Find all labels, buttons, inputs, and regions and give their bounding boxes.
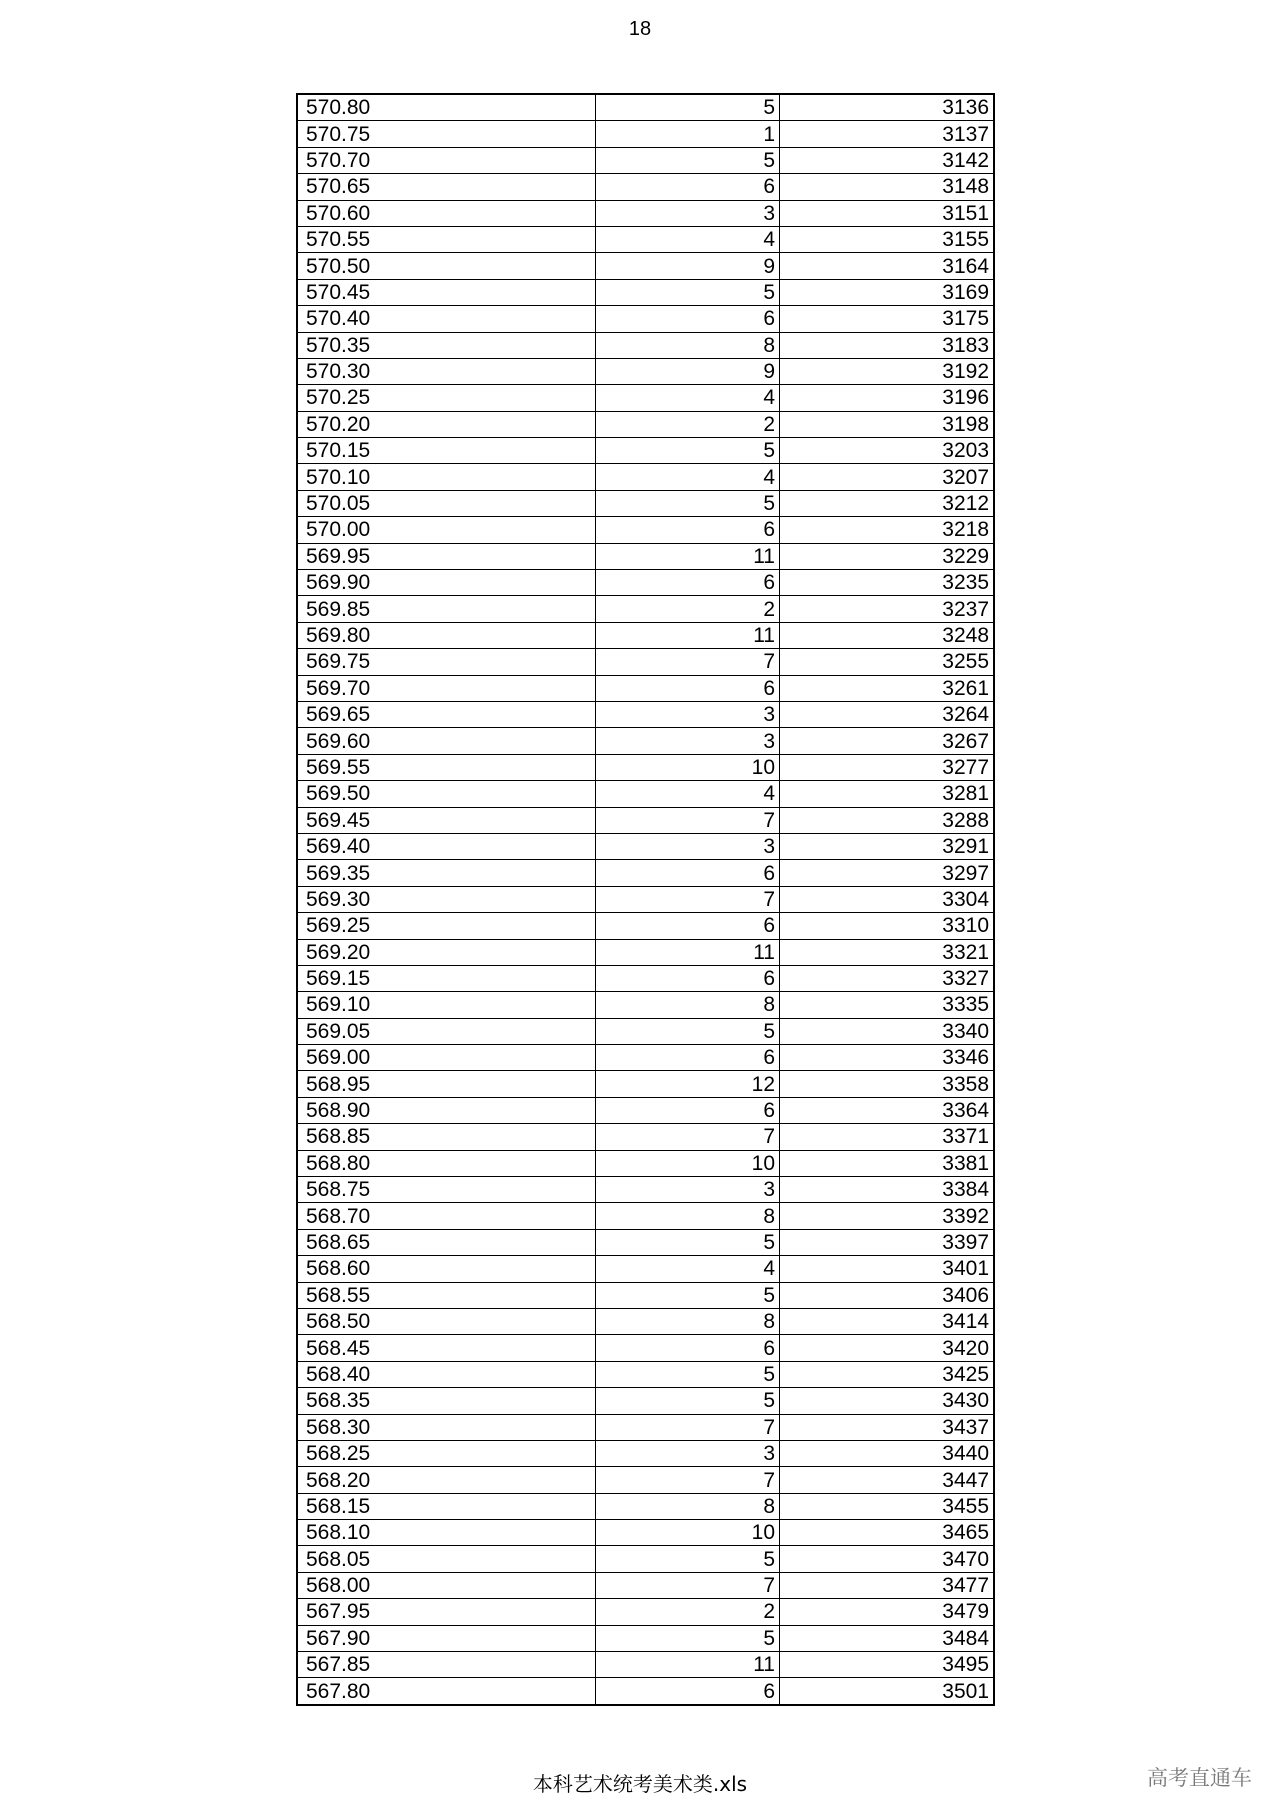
table-row [297, 992, 994, 1018]
cumulative-cell: 3479 [780, 1599, 995, 1625]
table-row [297, 1282, 994, 1308]
table-row [297, 332, 994, 358]
cumulative-cell: 3235 [780, 570, 995, 596]
table-row [297, 1599, 994, 1625]
count-cell: 6 [596, 675, 780, 701]
count-cell: 8 [596, 1203, 780, 1229]
cumulative-cell: 3484 [780, 1625, 995, 1651]
score-cell: 568.05 [297, 1546, 596, 1572]
count-cell: 3 [596, 1440, 780, 1466]
table-row [297, 1045, 994, 1071]
count-cell: 12 [596, 1071, 780, 1097]
cumulative-cell: 3288 [780, 807, 995, 833]
score-cell: 569.95 [297, 543, 596, 569]
score-cell: 568.45 [297, 1335, 596, 1361]
count-cell: 11 [596, 543, 780, 569]
cumulative-cell: 3248 [780, 622, 995, 648]
count-cell: 6 [596, 1097, 780, 1123]
count-cell: 5 [596, 1229, 780, 1255]
score-cell: 570.10 [297, 464, 596, 490]
cumulative-cell: 3381 [780, 1150, 995, 1176]
cumulative-cell: 3169 [780, 279, 995, 305]
cumulative-cell: 3212 [780, 490, 995, 516]
count-cell: 3 [596, 701, 780, 727]
count-cell: 2 [596, 596, 780, 622]
table-row [297, 939, 994, 965]
count-cell: 6 [596, 306, 780, 332]
score-cell: 569.05 [297, 1018, 596, 1044]
table-row [297, 1097, 994, 1123]
score-cell: 568.25 [297, 1440, 596, 1466]
count-cell: 5 [596, 438, 780, 464]
score-cell: 568.20 [297, 1467, 596, 1493]
count-cell: 5 [596, 490, 780, 516]
table-row [297, 147, 994, 173]
cumulative-cell: 3340 [780, 1018, 995, 1044]
table-row [297, 94, 994, 121]
cumulative-cell: 3437 [780, 1414, 995, 1440]
count-cell: 3 [596, 833, 780, 859]
cumulative-cell: 3401 [780, 1256, 995, 1282]
page-number: 18 [628, 18, 652, 40]
cumulative-cell: 3164 [780, 253, 995, 279]
score-cell: 568.95 [297, 1071, 596, 1097]
count-cell: 1 [596, 121, 780, 147]
cumulative-cell: 3291 [780, 833, 995, 859]
cumulative-cell: 3142 [780, 147, 995, 173]
count-cell: 2 [596, 411, 780, 437]
count-cell: 5 [596, 1018, 780, 1044]
score-cell: 569.55 [297, 754, 596, 780]
table-row [297, 358, 994, 384]
score-cell: 570.45 [297, 279, 596, 305]
table-row [297, 543, 994, 569]
cumulative-cell: 3392 [780, 1203, 995, 1229]
table-row [297, 886, 994, 912]
cumulative-cell: 3364 [780, 1097, 995, 1123]
count-cell: 9 [596, 358, 780, 384]
score-cell: 569.65 [297, 701, 596, 727]
table-row [297, 1414, 994, 1440]
score-cell: 567.95 [297, 1599, 596, 1625]
count-cell: 7 [596, 1124, 780, 1150]
count-cell: 6 [596, 174, 780, 200]
table-row [297, 1361, 994, 1387]
table-row [297, 596, 994, 622]
score-cell: 568.65 [297, 1229, 596, 1255]
score-cell: 570.00 [297, 517, 596, 543]
count-cell: 5 [596, 1361, 780, 1387]
score-cell: 568.60 [297, 1256, 596, 1282]
score-cell: 569.70 [297, 675, 596, 701]
score-cell: 567.85 [297, 1652, 596, 1678]
count-cell: 6 [596, 570, 780, 596]
score-cell: 569.50 [297, 781, 596, 807]
score-cell: 568.15 [297, 1493, 596, 1519]
count-cell: 7 [596, 886, 780, 912]
table-row [297, 728, 994, 754]
score-cell: 569.30 [297, 886, 596, 912]
score-cell: 568.85 [297, 1124, 596, 1150]
table-row [297, 121, 994, 147]
score-cell: 570.60 [297, 200, 596, 226]
cumulative-cell: 3175 [780, 306, 995, 332]
cumulative-cell: 3397 [780, 1229, 995, 1255]
table-row [297, 1308, 994, 1334]
score-cell: 569.60 [297, 728, 596, 754]
score-cell: 569.10 [297, 992, 596, 1018]
count-cell: 5 [596, 147, 780, 173]
cumulative-cell: 3281 [780, 781, 995, 807]
score-cell: 568.00 [297, 1572, 596, 1598]
count-cell: 4 [596, 385, 780, 411]
cumulative-cell: 3137 [780, 121, 995, 147]
table-row [297, 1335, 994, 1361]
watermark: 高考直通车 [1147, 1766, 1252, 1790]
table-row [297, 1546, 994, 1572]
table-row [297, 279, 994, 305]
table-row [297, 411, 994, 437]
score-cell: 570.65 [297, 174, 596, 200]
count-cell: 5 [596, 94, 780, 121]
table-row [297, 385, 994, 411]
cumulative-cell: 3304 [780, 886, 995, 912]
count-cell: 11 [596, 622, 780, 648]
count-cell: 10 [596, 754, 780, 780]
cumulative-cell: 3310 [780, 913, 995, 939]
count-cell: 7 [596, 1572, 780, 1598]
table-row [297, 701, 994, 727]
count-cell: 5 [596, 1282, 780, 1308]
score-cell: 569.15 [297, 965, 596, 991]
count-cell: 4 [596, 464, 780, 490]
cumulative-cell: 3192 [780, 358, 995, 384]
score-cell: 570.05 [297, 490, 596, 516]
count-cell: 6 [596, 913, 780, 939]
score-cell: 568.40 [297, 1361, 596, 1387]
table-row [297, 1572, 994, 1598]
cumulative-cell: 3183 [780, 332, 995, 358]
table-row [297, 1256, 994, 1282]
cumulative-cell: 3155 [780, 226, 995, 252]
count-cell: 4 [596, 226, 780, 252]
count-cell: 3 [596, 1177, 780, 1203]
table-row [297, 807, 994, 833]
table-row [297, 1520, 994, 1546]
score-cell: 569.00 [297, 1045, 596, 1071]
score-cell: 570.80 [297, 94, 596, 121]
table-row [297, 464, 994, 490]
count-cell: 8 [596, 992, 780, 1018]
cumulative-cell: 3229 [780, 543, 995, 569]
score-cell: 570.35 [297, 332, 596, 358]
count-cell: 6 [596, 1678, 780, 1705]
score-cell: 569.40 [297, 833, 596, 859]
table-row [297, 913, 994, 939]
count-cell: 10 [596, 1150, 780, 1176]
count-cell: 6 [596, 965, 780, 991]
table-row [297, 174, 994, 200]
score-cell: 569.35 [297, 860, 596, 886]
score-cell: 570.40 [297, 306, 596, 332]
cumulative-cell: 3346 [780, 1045, 995, 1071]
count-cell: 7 [596, 649, 780, 675]
count-cell: 10 [596, 1520, 780, 1546]
score-cell: 568.90 [297, 1097, 596, 1123]
score-cell: 570.55 [297, 226, 596, 252]
cumulative-cell: 3151 [780, 200, 995, 226]
score-cell: 569.85 [297, 596, 596, 622]
table-row [297, 226, 994, 252]
table-row [297, 1440, 994, 1466]
table-row [297, 1229, 994, 1255]
table-row [297, 1388, 994, 1414]
cumulative-cell: 3470 [780, 1546, 995, 1572]
cumulative-cell: 3335 [780, 992, 995, 1018]
cumulative-cell: 3495 [780, 1652, 995, 1678]
table-row [297, 490, 994, 516]
count-cell: 3 [596, 200, 780, 226]
cumulative-cell: 3440 [780, 1440, 995, 1466]
score-cell: 567.90 [297, 1625, 596, 1651]
cumulative-cell: 3203 [780, 438, 995, 464]
table-row [297, 1124, 994, 1150]
table-row [297, 1652, 994, 1678]
count-cell: 8 [596, 1308, 780, 1334]
cumulative-cell: 3198 [780, 411, 995, 437]
cumulative-cell: 3477 [780, 1572, 995, 1598]
cumulative-cell: 3261 [780, 675, 995, 701]
score-cell: 570.30 [297, 358, 596, 384]
score-cell: 570.75 [297, 121, 596, 147]
count-cell: 8 [596, 1493, 780, 1519]
score-cell: 568.30 [297, 1414, 596, 1440]
score-table-body [297, 94, 994, 1705]
count-cell: 7 [596, 807, 780, 833]
score-cell: 568.70 [297, 1203, 596, 1229]
count-cell: 11 [596, 939, 780, 965]
score-cell: 569.80 [297, 622, 596, 648]
score-cell: 569.90 [297, 570, 596, 596]
cumulative-cell: 3414 [780, 1308, 995, 1334]
score-cell: 568.50 [297, 1308, 596, 1334]
table-row [297, 570, 994, 596]
score-cell: 569.45 [297, 807, 596, 833]
count-cell: 7 [596, 1467, 780, 1493]
table-row [297, 1071, 994, 1097]
cumulative-cell: 3358 [780, 1071, 995, 1097]
cumulative-cell: 3455 [780, 1493, 995, 1519]
table-row [297, 622, 994, 648]
count-cell: 6 [596, 1335, 780, 1361]
score-cell: 570.70 [297, 147, 596, 173]
count-cell: 5 [596, 279, 780, 305]
score-cell: 568.55 [297, 1282, 596, 1308]
table-row [297, 1177, 994, 1203]
cumulative-cell: 3218 [780, 517, 995, 543]
table-row [297, 1018, 994, 1044]
table-row [297, 253, 994, 279]
count-cell: 9 [596, 253, 780, 279]
score-cell: 570.25 [297, 385, 596, 411]
count-cell: 8 [596, 332, 780, 358]
score-cell: 567.80 [297, 1678, 596, 1705]
table-row [297, 965, 994, 991]
cumulative-cell: 3430 [780, 1388, 995, 1414]
score-cell: 569.75 [297, 649, 596, 675]
score-cell: 568.80 [297, 1150, 596, 1176]
table-row [297, 781, 994, 807]
count-cell: 6 [596, 517, 780, 543]
table-row [297, 649, 994, 675]
count-cell: 5 [596, 1388, 780, 1414]
count-cell: 6 [596, 860, 780, 886]
count-cell: 3 [596, 728, 780, 754]
cumulative-cell: 3371 [780, 1124, 995, 1150]
score-cell: 568.75 [297, 1177, 596, 1203]
count-cell: 7 [596, 1414, 780, 1440]
count-cell: 5 [596, 1546, 780, 1572]
count-cell: 2 [596, 1599, 780, 1625]
score-cell: 570.50 [297, 253, 596, 279]
cumulative-cell: 3237 [780, 596, 995, 622]
table-row [297, 517, 994, 543]
count-cell: 6 [596, 1045, 780, 1071]
cumulative-cell: 3136 [780, 94, 995, 121]
count-cell: 4 [596, 1256, 780, 1282]
table-row [297, 1493, 994, 1519]
cumulative-cell: 3420 [780, 1335, 995, 1361]
table-row [297, 833, 994, 859]
cumulative-cell: 3264 [780, 701, 995, 727]
table-row [297, 675, 994, 701]
table-row [297, 860, 994, 886]
count-cell: 11 [596, 1652, 780, 1678]
cumulative-cell: 3501 [780, 1678, 995, 1705]
cumulative-cell: 3327 [780, 965, 995, 991]
cumulative-cell: 3267 [780, 728, 995, 754]
score-cell: 570.20 [297, 411, 596, 437]
table-row [297, 1203, 994, 1229]
cumulative-cell: 3297 [780, 860, 995, 886]
cumulative-cell: 3447 [780, 1467, 995, 1493]
score-cell: 568.35 [297, 1388, 596, 1414]
cumulative-cell: 3196 [780, 385, 995, 411]
count-cell: 4 [596, 781, 780, 807]
score-cell: 569.20 [297, 939, 596, 965]
footer-filename: 本科艺术统考美术类.xls [532, 1772, 748, 1796]
cumulative-cell: 3207 [780, 464, 995, 490]
score-cell: 570.15 [297, 438, 596, 464]
table-row [297, 1150, 994, 1176]
cumulative-cell: 3277 [780, 754, 995, 780]
score-cell: 569.25 [297, 913, 596, 939]
table-row [297, 306, 994, 332]
count-cell: 5 [596, 1625, 780, 1651]
table-row [297, 754, 994, 780]
cumulative-cell: 3148 [780, 174, 995, 200]
score-cell: 568.10 [297, 1520, 596, 1546]
cumulative-cell: 3406 [780, 1282, 995, 1308]
cumulative-cell: 3255 [780, 649, 995, 675]
cumulative-cell: 3321 [780, 939, 995, 965]
score-table [296, 93, 995, 1706]
cumulative-cell: 3425 [780, 1361, 995, 1387]
table-row [297, 438, 994, 464]
table-row [297, 1467, 994, 1493]
cumulative-cell: 3465 [780, 1520, 995, 1546]
table-row [297, 1678, 994, 1705]
cumulative-cell: 3384 [780, 1177, 995, 1203]
table-row [297, 200, 994, 226]
table-row [297, 1625, 994, 1651]
